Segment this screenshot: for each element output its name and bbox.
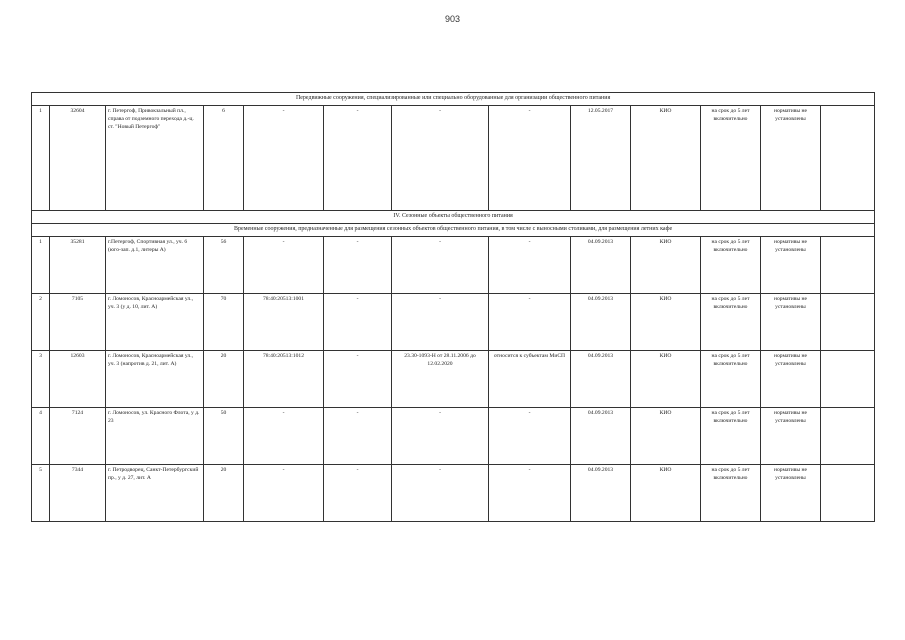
cell-authority: КИО (631, 237, 701, 294)
cell-number: 2 (32, 294, 50, 351)
cell-id: 12603 (50, 351, 106, 408)
cell-norms: нормативы не установлены (761, 351, 821, 408)
section-header-row (32, 224, 875, 237)
mobile-structures-header: Передвижные сооружения, специализированные или специально оборудованные для организации общественного питания (32, 93, 875, 106)
cell-number: 5 (32, 465, 50, 522)
cell-notes (821, 106, 875, 211)
cell-address: г. Ломоносов, Красноармейская ул., уч. 3 (у д. 10, лит. А) (106, 294, 204, 351)
cell-number: 1 (32, 237, 50, 294)
cell-col6: - (324, 237, 392, 294)
cell-norms: нормативы не установлены (761, 465, 821, 522)
cell-term: на срок до 5 лет включительно (701, 294, 761, 351)
cell-id: 7105 (50, 294, 106, 351)
cell-norms: нормативы не установлены (761, 237, 821, 294)
cell-address: г. Петродворец, Санкт-Петербургский пр., у д. 27, лит. А (106, 465, 204, 522)
cell-col6: - (324, 408, 392, 465)
cell-area: 20 (204, 465, 244, 522)
cell-contract: - (392, 106, 489, 211)
cell-term: на срок до 5 лет включительно (701, 465, 761, 522)
cell-date: 04.09.2013 (571, 294, 631, 351)
cell-authority: КИО (631, 465, 701, 522)
cell-term: на срок до 5 лет включительно (701, 408, 761, 465)
cell-authority: КИО (631, 351, 701, 408)
cell-smb: - (489, 106, 571, 211)
cell-smb: - (489, 294, 571, 351)
cell-id: 35281 (50, 237, 106, 294)
section-header-row (32, 93, 875, 106)
cell-cadastral: - (244, 465, 324, 522)
table-row (32, 351, 875, 408)
table-row (32, 465, 875, 522)
cell-smb: - (489, 408, 571, 465)
cell-term: на срок до 5 лет включительно (701, 106, 761, 211)
table-row (32, 294, 875, 351)
cell-area: 56 (204, 237, 244, 294)
cell-number: 4 (32, 408, 50, 465)
cell-term: на срок до 5 лет включительно (701, 351, 761, 408)
table-row (32, 408, 875, 465)
cell-authority: КИО (631, 106, 701, 211)
cell-col6: - (324, 294, 392, 351)
cell-col6: - (324, 351, 392, 408)
cell-contract: 23.30-1093-Н от 28.11.2006 до 12.02.2020 (392, 351, 489, 408)
cell-smb: - (489, 465, 571, 522)
cell-cadastral: 78:40:20513:1001 (244, 294, 324, 351)
cell-notes (821, 237, 875, 294)
cell-contract: - (392, 408, 489, 465)
temporary-structures-header: Временные сооружения, предназначенные для размещения сезонных объектов общественного питания, в том числе с выносными столиками, для размещения летних кафе (32, 224, 875, 237)
cell-id: 32604 (50, 106, 106, 211)
cell-norms: нормативы не установлены (761, 294, 821, 351)
cell-notes (821, 294, 875, 351)
cell-notes (821, 408, 875, 465)
cell-address: г. Ломоносов, ул. Красного Флота, у д. 23 (106, 408, 204, 465)
table-row (32, 106, 875, 211)
cell-area: 6 (204, 106, 244, 211)
seasonal-objects-header: IV. Сезонные объекты общественного питания (32, 211, 875, 224)
cell-area: 70 (204, 294, 244, 351)
section-header-row (32, 211, 875, 224)
cell-cadastral: - (244, 237, 324, 294)
cell-id: 7124 (50, 408, 106, 465)
cell-date: 04.09.2013 (571, 465, 631, 522)
cell-authority: КИО (631, 294, 701, 351)
cell-number: 3 (32, 351, 50, 408)
cell-contract: - (392, 465, 489, 522)
cell-date: 12.05.2017 (571, 106, 631, 211)
cell-date: 04.09.2013 (571, 351, 631, 408)
cell-address: г. Петергоф, Привокзальный пл., справа от подземного перехода д.-ц. ст. "Новый Петергоф" (106, 106, 204, 211)
cell-cadastral: - (244, 408, 324, 465)
cell-cadastral: - (244, 106, 324, 211)
cell-notes (821, 351, 875, 408)
cell-number: 1 (32, 106, 50, 211)
cell-norms: нормативы не установлены (761, 408, 821, 465)
cell-address: г.Петергоф, Спортивная ул., уч. 6 (юго-зап. д.1, литеры А) (106, 237, 204, 294)
objects-register-table (31, 92, 875, 522)
cell-cadastral: 78:40:20513:1012 (244, 351, 324, 408)
cell-term: на срок до 5 лет включительно (701, 237, 761, 294)
cell-contract: - (392, 294, 489, 351)
cell-notes (821, 465, 875, 522)
table-row (32, 237, 875, 294)
cell-id: 7344 (50, 465, 106, 522)
cell-area: 50 (204, 408, 244, 465)
cell-col6: - (324, 106, 392, 211)
cell-date: 04.09.2013 (571, 237, 631, 294)
cell-norms: нормативы не установлены (761, 106, 821, 211)
page-number: 903 (444, 14, 461, 24)
cell-address: г. Ломоносов, Красноармейская ул., уч. 3 (напротив д. 21, лит. А) (106, 351, 204, 408)
cell-area: 20 (204, 351, 244, 408)
cell-contract: - (392, 237, 489, 294)
cell-col6: - (324, 465, 392, 522)
cell-smb: - (489, 237, 571, 294)
cell-date: 04.09.2013 (571, 408, 631, 465)
cell-smb: относится к субъектам МиСП (489, 351, 571, 408)
cell-authority: КИО (631, 408, 701, 465)
